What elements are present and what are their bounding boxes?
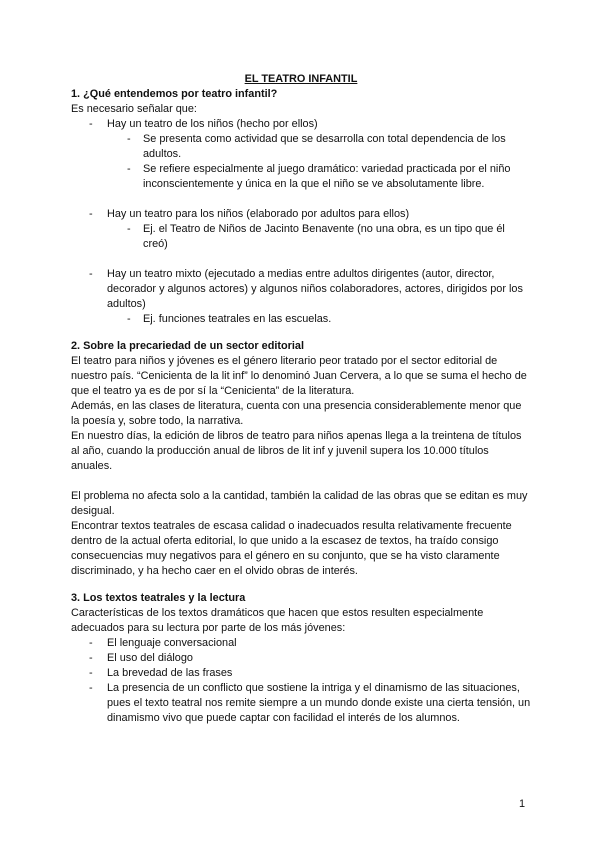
list-item: [71, 636, 531, 651]
paragraph: Además, en las clases de literatura, cuenta con una presencia considerablemente menor que la poesía y, sobre todo, la narrativa.: [71, 400, 522, 427]
list-item: [71, 117, 531, 207]
list-dash: -: [89, 637, 93, 649]
sub-list-item: [107, 222, 531, 252]
list-item-text: Hay un teatro para los niños (elaborado por adultos para ellos): [107, 208, 410, 220]
document-page: [71, 72, 531, 726]
sub-list-item-text: Ej. el Teatro de Niños de Jacinto Benavente (no una obra, es un tipo que él creó): [143, 223, 505, 250]
sub-list: [107, 132, 531, 192]
list-item: [71, 681, 531, 726]
list-dash: -: [89, 268, 93, 280]
list-dash: -: [89, 652, 93, 664]
section-1-heading: 1. ¿Qué entendemos por teatro infantil?: [71, 88, 278, 100]
section-2-heading: 2. Sobre la precariedad de un sector editorial: [71, 340, 305, 352]
list-dash: -: [89, 118, 93, 130]
sub-list-item: [107, 312, 531, 327]
sub-list-item: [107, 162, 531, 192]
list-dash: -: [127, 163, 131, 175]
list-dash: -: [89, 208, 93, 220]
sub-list-item: [107, 132, 531, 162]
document-title: EL TEATRO INFANTIL: [244, 73, 358, 85]
list-item: [71, 267, 531, 327]
list-dash: -: [89, 667, 93, 679]
section-3-intro: Características de los textos dramáticos que hacen que estos resulten especialmente adecuados para su lectura por parte de los más jóvenes:: [71, 607, 484, 634]
sub-list: [107, 312, 531, 327]
list-item-text: El lenguaje conversacional: [107, 637, 237, 649]
list-item: [71, 666, 531, 681]
list-item-text: Hay un teatro de los niños (hecho por ellos): [107, 118, 318, 130]
list-item-text: La presencia de un conflicto que sostiene la intriga y el dinamismo de las situaciones, pues el texto teatral nos remite siempre a un mundo donde existe una cierta tensión, un dinamismo vivo que puede captar con facilidad el interés de los alumnos.: [107, 682, 531, 724]
list-item-text: El uso del diálogo: [107, 652, 193, 664]
sub-list: [107, 222, 531, 252]
paragraph: En nuestro días, la edición de libros de teatro para niños apenas llega a la treintena de títulos al año, cuando la producción anual de libros de lit inf y juvenil supera los 10.000 títulos anuales.: [71, 430, 522, 472]
list-dash: -: [127, 133, 131, 145]
list-dash: -: [127, 313, 131, 325]
sub-list-item-text: Se presenta como actividad que se desarrolla con total dependencia de los adultos.: [143, 133, 506, 160]
sub-list-item-text: Ej. funciones teatrales en las escuelas.: [143, 313, 332, 325]
list-item: [71, 651, 531, 666]
sub-list-item-text: Se refiere especialmente al juego dramático: variedad practicada por el niño inconscientemente y única en la que el niño se ve absolutamente libre.: [143, 163, 511, 190]
list-dash: -: [127, 223, 131, 235]
list-item-text: Hay un teatro mixto (ejecutado a medias entre adultos dirigentes (autor, director, decorador y algunos actores) y algunos niños colaboradores, actores, dirigidos por los adultos): [107, 268, 523, 310]
list-item-text: La brevedad de las frases: [107, 667, 233, 679]
paragraph: Encontrar textos teatrales de escasa calidad o inadecuados resulta relativamente frecuente dentro de la actual oferta editorial, lo que unido a la escasez de textos, ha traído consigo consecuencias muy negativos para el género en su conjunto, que se ha visto claramente discriminado, y ha hecho caer en el olvido obras de interés.: [71, 520, 512, 577]
section-1-list: [71, 117, 531, 327]
page-number: 1: [519, 798, 526, 810]
list-item: [71, 207, 531, 267]
paragraph: El teatro para niños y jóvenes es el género literario peor tratado por el sector editorial de nuestro país. “Cenicienta de la lit inf” lo denominó Juan Cervera, a lo que se suma el hecho de que el teatro ya es de por sí la “Cenicienta” de la literatura.: [71, 355, 527, 397]
paragraph: El problema no afecta solo a la cantidad, también la calidad de las obras que se editan es muy desigual.: [71, 490, 528, 517]
section-1-intro: Es necesario señalar que:: [71, 103, 197, 115]
list-dash: -: [89, 682, 93, 694]
section-3-heading: 3. Los textos teatrales y la lectura: [71, 592, 246, 604]
section-3-list: [71, 636, 531, 726]
